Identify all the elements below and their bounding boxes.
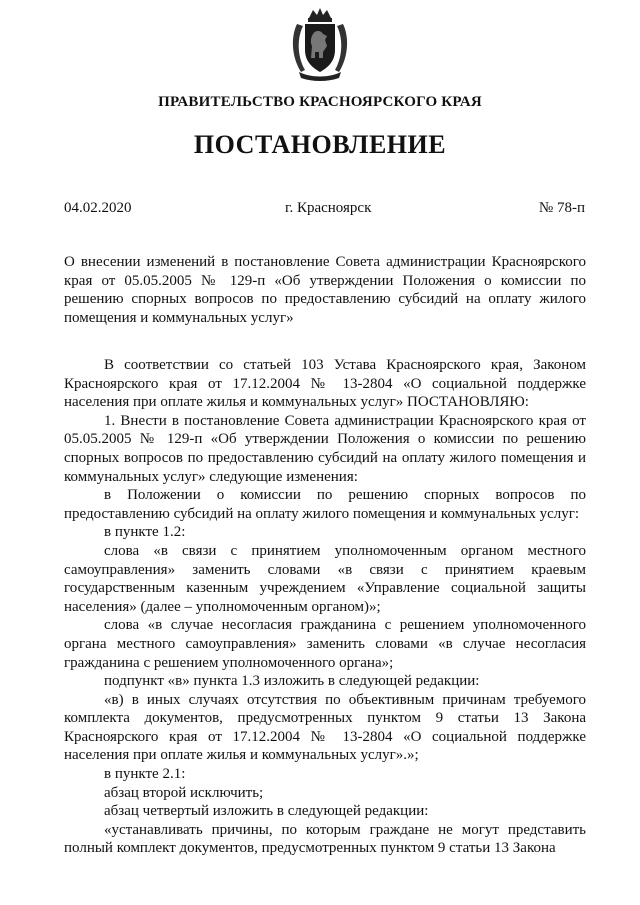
document-city: г. Красноярск (285, 200, 372, 216)
paragraph-preamble: В соответствии со статьей 103 Устава Красноярского края, Законом Красноярского края от 17.12.2004 № 13-2804 «О социальной поддержке населения при оплате жилья и коммунальных услуг» ПОСТАНОВЛЯЮ: (64, 357, 586, 411)
paragraph-abzac-4: абзац четвертый изложить в следующей редакции: (104, 803, 429, 820)
government-name: ПРАВИТЕЛЬСТВО КРАСНОЯРСКОГО КРАЯ (158, 94, 482, 110)
document-date: 04.02.2020 (64, 200, 132, 216)
paragraph-subpoint-v-text: «в) в иных случаях отсутствия по объективным причинам требуемого комплекта документов, предусмотренных пунктом 9 статьи 13 Закона Красноярского края от 17.12.2004 № 13-2804 «О социальной поддержке населения при оплате жилья и коммунальных услуг».»; (64, 691, 586, 764)
krasnoyarsk-coat-of-arms-icon (287, 6, 353, 82)
paragraph-words-replace-1: слова «в связи с принятием уполномоченным органом местного самоуправления» заменить словами «в связи с принятием краевым государственным казенным учреждением «Управление социальной защиты населения» (далее – уполномоченным органом)»; (64, 542, 586, 615)
paragraph-point-2-1: в пункте 2.1: (104, 766, 186, 783)
paragraph-abzac-2: абзац второй исключить; (104, 784, 264, 801)
paragraph-abzac-4-text: «устанавливать причины, по которым граждане не могут представить полный комплект документов, предусмотренных пунктом 9 статьи 13 Закона (64, 821, 586, 857)
paragraph-words-replace-2: слова «в случае несогласия гражданина с решением уполномоченного органа местного самоуправления» заменить словами «в случае несогласия гражданина с решением уполномоченного органа»; (64, 617, 586, 671)
document-number: № 78-п (538, 200, 585, 216)
document-type-title: ПОСТАНОВЛЕНИЕ (193, 130, 447, 159)
paragraph-subpoint-1-3: подпункт «в» пункта 1.3 изложить в следующей редакции: (104, 673, 480, 690)
document-body (64, 356, 586, 858)
paragraph-point-1-2: в пункте 1.2: (104, 524, 186, 541)
paragraph-item-1: 1. Внести в постановление Совета администрации Красноярского края от 05.05.2005 № 129-п «Об утверждении Положения о комиссии по решению спорных вопросов по предоставлению субсидий на оплату жилого помещения и коммунальных услуг» следующие изменения: (64, 412, 586, 485)
document-subject: О внесении изменений в постановление Совета администрации Красноярского края от 05.05.2005 № 129-п «Об утверждении Положения о комиссии по решению спорных вопросов по предоставлению субсидий на оплату жилого помещения и коммунальных услуг» (64, 254, 586, 326)
paragraph-regulation: в Положении о комиссии по решению спорных вопросов по предоставлению субсидий на оплату жилого помещения и коммунальных услуг: (64, 487, 586, 522)
